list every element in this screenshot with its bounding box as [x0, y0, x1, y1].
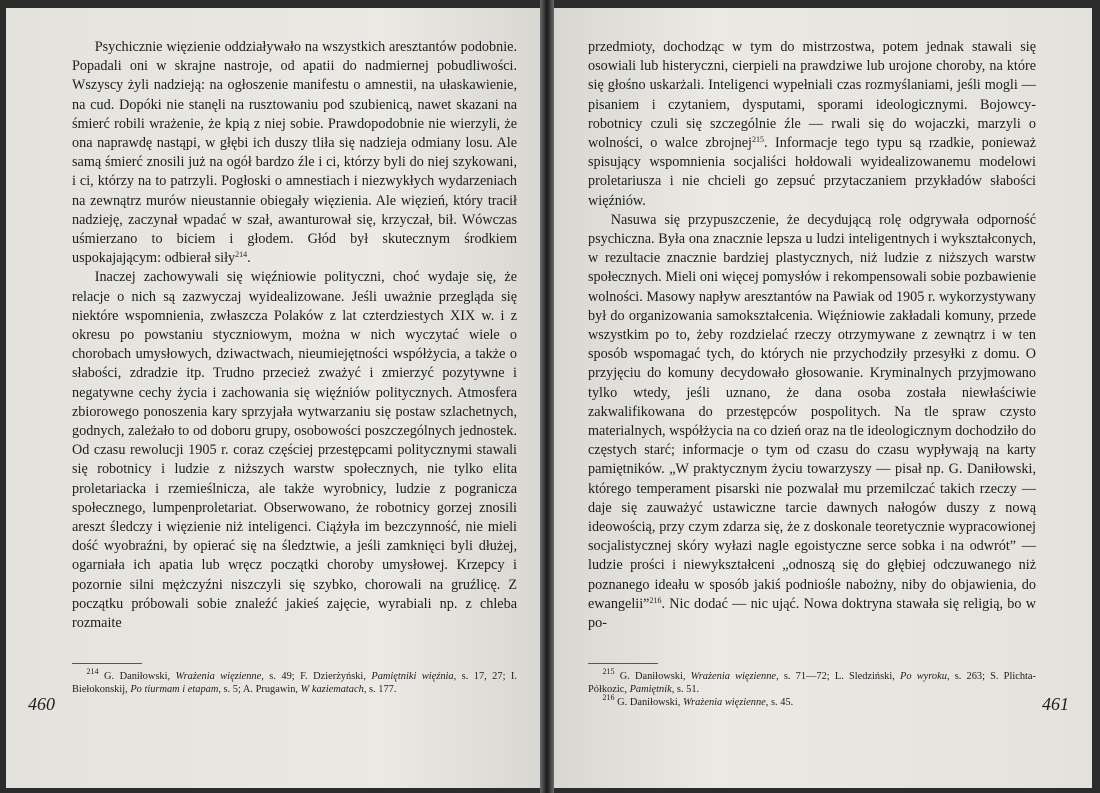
left-page	[6, 8, 542, 788]
footnote-title: Po wyroku	[900, 671, 947, 682]
paragraph: Inaczej zachowywali się więźniowie polityczni, choć wydaje się, że relacje o nich są zazwyczaj wyidealizowane. Jeśli uważnie przegląda się niektóre wspomnienia, zwłaszcza Polaków z lat czterdziestych XIX w. i z okresu po powstaniu styczniowym, można w nich wyczytać wiele o chorobach umysłowych, dziwactwach, nieumiejętności współżycia, a także o słabości, zdradzie itp. Trudno przecież zważyć i zmierzyć pozytywne i negatywne cechy życia i zachowania się więźniów politycznych. Atmosfera zbiorowego ponoszenia kary sprzyjała wytwarzaniu się postaw szlachetnych, godnych, zależało to od doboru grupy, osobowości poszczególnych jednostek. Od czasu rewolucji 1905 r. coraz częściej przestępcami politycznymi stawali się robotnicy i ludzie z niższych warstw społecznych, nie tylko elita proletariacka i rzemieślnicza, ale także wyrobnicy, ludzie z pogranicza społecznego, lumpenproletariat. Obserwowano, że robotnicy gorzej znosili areszt śledczy i więzienie niż inteligenci. Ciążyła im bezczynność, nie mieli dość wyobraźni, by opierać się na śledztwie, a jeśli zamknięci byli dłużej, ogarniała ich apatia lub wręcz początki choroby umysłowej. Krzepcy i pozornie silni mężczyźni niszczyli się szybko, chorowali na gruźlicę. Z początku próbowali sobie znaleźć jakieś zajęcie, wyrabiali np. z chleba rozmaite	[72, 269, 517, 632]
paragraph	[588, 211, 1036, 633]
paragraph-text: przedmioty, dochodząc w tym do mistrzostwa, potem jednak stawali się osowiali lub histeryczni, cierpieli na prawdziwe lub urojone choroby, na które się głośno uskarżali. Inteligenci wypełniali czas rozmyślaniami, jeśli mogli — pisaniem i czytaniem, dysputami, sporami ideologicznymi. Bojowcy-robotnicy czuli się szczególnie źle — rwali się do wojaczki, marzyli o wolności, o walce zbrojnej	[588, 39, 1036, 152]
footnote-segment: , s. 71—72; L. Sledziński,	[776, 671, 901, 682]
footnote-segment: , s. 177.	[363, 684, 397, 696]
footnote-segment: G. Daniłowski,	[619, 671, 691, 682]
paragraph-text: Nasuwa się przypuszczenie, że decydującą rolę odgrywała odporność psychiczna. Była ona znacznie lepsza u ludzi inteligentnych i wykształconych, w rezultacie znacznie bardziej plastycznych, niż ludzie z niższych warstw społecznych. Mieli oni więcej pomysłów i rekompensowali sobie pozbawienie wolności. Masowy napływ aresztantów na Pawiak od 1905 r. wykorzystywany był do organizowania samokształcenia. Więźniowie zakładali komuny, przede wszystkim po to, żeby rozdzielać rzeczy otrzymywane z zewnątrz i w ten sposób wspomagać tych, do których nie przychodziły przesyłki z domu. O przyjęciu do komuny decydowało głosowanie. Kryminalnych przyjmowano tylko wtedy, jeśli uznano, że dana osoba została niewłaściwie zakwalifikowana do przestępców pospolitych. Na tle spraw czysto materialnych, współżycia na co dzień oraz na tle ideologicznym dochodziło do częstych starć; informacje o tym od czasu do czasu wypływają na karty pamiętników. „W praktycznym życiu towarzyszy — pisał np. G. Daniłowski, którego temperament pisarski nie pozwalał mu przemilczać takich rzeczy — daje się zauważyć ustawiczne tarcie dawnych nałogów duszy z nową ideowością, przy czym zdarza się, że z doskonale teoretycznie wypracowionej socjalistycznej skóry wyłazi nagle egoistyczne serce sobka i na odwrót” — ludzie prości i niewykształceni „odnoszą się do głębiej odczuwanego niż poznanego ideału w sposób jakiś podniośle nabożny, niby do objawienia, do ewangelii”	[588, 211, 1036, 612]
paragraph-text: . Informacje tego typu są rzadkie, ponieważ spisujący wspomnienia socjaliści hołdowali wyidealizowanemu modelowi proletariusza i nie chcieli go zepsuć przytaczaniem przykładów słabości więźniów.	[588, 135, 1036, 209]
footnote	[72, 667, 517, 696]
book-gutter	[540, 0, 554, 793]
right-page	[552, 8, 1092, 788]
footnote-title: Wrażenia więzienne	[690, 671, 777, 682]
footnote-title: Pamiętniki więźnia	[371, 671, 454, 682]
footnote-rule	[588, 663, 658, 664]
footnote-segment: , s. 263; S. Plichta-Półkozic,	[588, 671, 1036, 696]
right-body-text	[588, 38, 1036, 633]
footnote-segment: G. Daniłowski,	[104, 671, 176, 682]
footnote-ref: 216	[649, 595, 662, 605]
footnote-title: Pamiętnik	[629, 684, 672, 696]
footnote	[588, 667, 1036, 696]
footnote-segment: , s. 17, 27; I. Biełokonskij,	[72, 671, 517, 696]
footnote-segment: , s. 5; A. Prugawin,	[218, 684, 301, 696]
footnote-segment: , s. 51.	[671, 684, 700, 696]
footnote-ref: 215	[751, 135, 764, 145]
footnote-text	[588, 671, 1036, 695]
footnote-title: W kaziematach	[300, 684, 364, 696]
footnote	[588, 693, 1036, 709]
page-number: 460	[28, 694, 55, 714]
paragraph	[588, 38, 1036, 211]
paragraph-text: . Nic dodać — nic ująć. Nowa doktryna stawała się religią, bo w po-	[588, 595, 1036, 632]
paragraph: Psychicznie więzienie oddziaływało na wszystkich aresztantów podobnie. Popadali oni w skrajne nastroje, od apatii do nadmiernej pobudliwości. Wszyscy żyli nadzieją: na ogłoszenie manifestu o amnestii, na ułaskawienie, na cud. Dopóki nie stanęli na rusztowaniu pod szubienicą, nawet skazani na śmierć robili wrażenie, że kpią z niej sobie. Prawdopodobnie nie wierzyli, że ona naprawdę nastąpi, w głębi ich duszy tliła się nadzieja odmiany losu. Ale samą śmierć znosili już na ogół bardzo źle i ci, którzy byli do niej szykowani, i ci, którzy na to patrzyli. Pogłoski o amnestiach i niezwykłych wydarzeniach na zewnątrz murów nieustannie obiegały więzienia. Ale więzień, który tracił nadzieję, zaczynał wpadać w szał, awanturował się, krzyczał, bił. Wówczas uśmierzano to biciem i głodem. Głód był skutecznym środkiem uspokajającym: odbierał siły$^{214}$.	[72, 39, 517, 267]
footnote-rule	[72, 663, 142, 664]
footnote-number: 214	[86, 667, 99, 676]
footnote-text	[72, 671, 517, 695]
left-body-text	[72, 38, 517, 633]
footnote-title: Wrażenia więzienne	[175, 671, 262, 682]
footnote-segment: G. Daniłowski,	[617, 697, 683, 709]
paragraph-text: Psychicznie więzienie oddziaływało na wszystkich aresztantów podobnie. Popadali oni w skrajne nastroje, od apatii do nadmiernej pobudliwości. Wszyscy żyli nadzieją: na ogłoszenie manifestu o amnestii, na ułaskawienie, na cud. Dopóki nie stanęli na rusztowaniu pod szubienicą, nawet skazani na śmierć robili wrażenie, że kpią z niej sobie. Prawdopodobnie nie wierzyli, że ona naprawdę nastąpi, w głębi ich duszy tliła się nadzieja odmiany losu. Ale samą śmierć znosili już na ogół bardzo źle i ci, którzy byli do niej szykowani, i ci, którzy na to patrzyli. Pogłoski o amnestiach i niezwykłych wydarzeniach na zewnątrz murów nieustannie obiegały więzienia. Ale więzień, który tracił nadzieję, zaczynał wpadać w szał, awanturował się, krzyczał, bił. Wówczas uśmierzano to biciem i głodem. Głód był skutecznym środkiem uspokajającym: odbierał siły	[72, 39, 517, 267]
footnote-segment: , s. 45.	[765, 697, 794, 709]
footnote-title: Wrażenia więzienne	[682, 697, 766, 709]
footnote-ref: 214	[235, 250, 248, 260]
footnote-text	[617, 697, 793, 708]
right-footnotes	[588, 667, 1036, 710]
page-number: 461	[1042, 694, 1069, 714]
left-footnotes	[72, 667, 517, 696]
footnote-number: 216	[602, 693, 615, 703]
footnote-number: 215	[602, 667, 615, 676]
footnote-title: Po tiurmam i etapam	[130, 684, 219, 696]
footnote-segment: , s. 49; F. Dzierżyński,	[261, 671, 372, 682]
